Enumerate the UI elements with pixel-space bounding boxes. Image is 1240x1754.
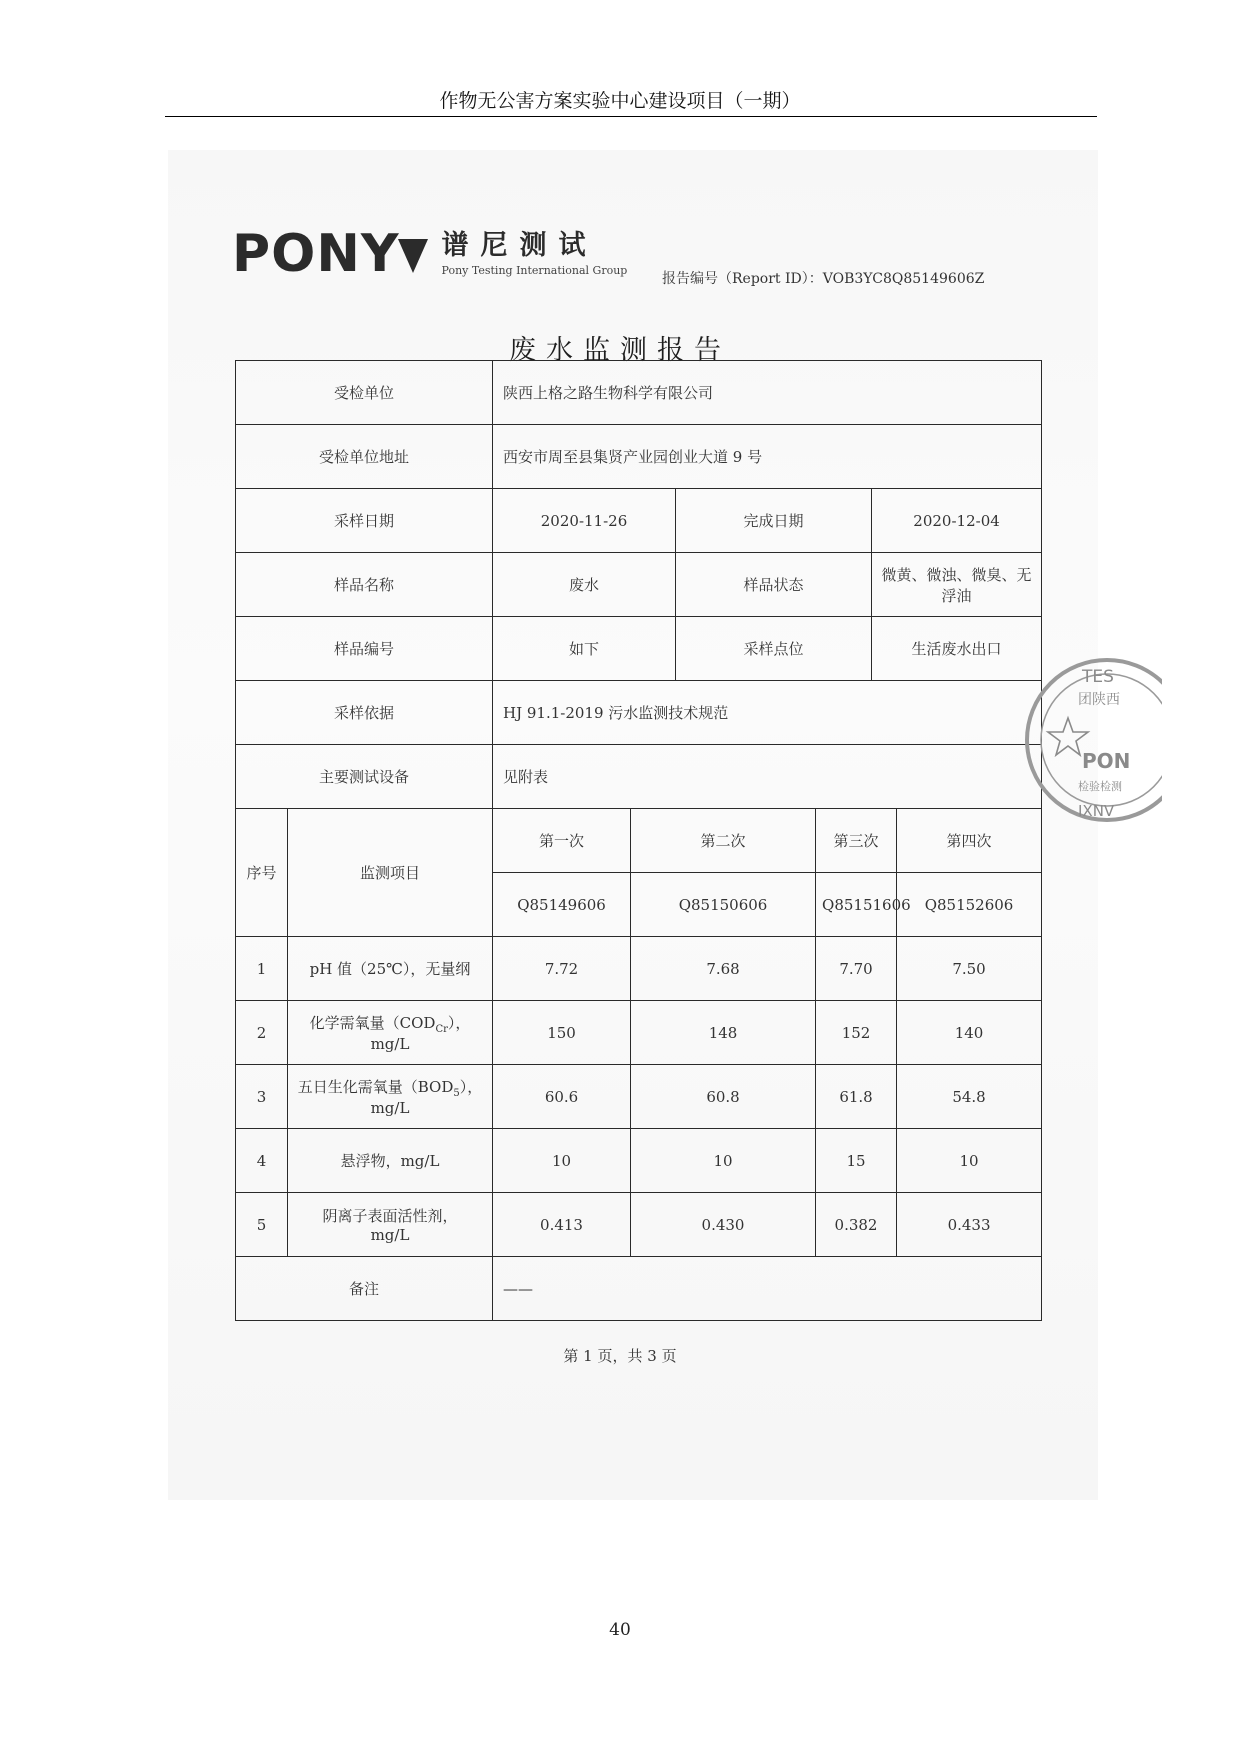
row-value: 0.413 bbox=[493, 1193, 631, 1257]
logo-triangle-icon bbox=[398, 239, 428, 273]
value-inspected-unit: 陕西上格之路生物科学有限公司 bbox=[493, 361, 1042, 425]
header-round-2: 第二次 bbox=[631, 809, 816, 873]
row-sample-name bbox=[236, 553, 1042, 617]
sample-id-3: Q85151606 bbox=[816, 873, 897, 937]
row-no: 2 bbox=[236, 1001, 288, 1065]
row-item: 悬浮物，mg/L bbox=[288, 1129, 493, 1193]
row-remarks bbox=[236, 1257, 1042, 1321]
stamp-text-mid: PON bbox=[1082, 749, 1131, 773]
row-sample-no bbox=[236, 617, 1042, 681]
row-item: 五日生化需氧量$(BOD_5)$， mg/L bbox=[288, 1065, 493, 1129]
logo-text bbox=[442, 231, 628, 277]
row-value: 61.8 bbox=[816, 1065, 897, 1129]
stamp-text-low: 检验检测 bbox=[1078, 780, 1122, 793]
report-table bbox=[235, 360, 1042, 1321]
logo-cn-name: 谱尼测试 bbox=[441, 230, 598, 262]
label-sampling-basis: 采样依据 bbox=[236, 681, 493, 745]
row-value: 10 bbox=[631, 1129, 816, 1193]
label-sample-name: 样品名称 bbox=[236, 553, 493, 617]
label-sample-state: 样品状态 bbox=[676, 553, 872, 617]
row-value: 0.430 bbox=[631, 1193, 816, 1257]
table-row bbox=[236, 1129, 1042, 1193]
page-header-title: 作物无公害方案实验中心建设项目（一期） bbox=[439, 90, 801, 112]
stamp-text-bottom: IXNV bbox=[1078, 802, 1115, 820]
value-sample-name: 废水 bbox=[493, 553, 676, 617]
value-sampling-date: 2020-11-26 bbox=[493, 489, 676, 553]
row-value: 7.72 bbox=[493, 937, 631, 1001]
value-sampling-basis: HJ 91.1-2019 污水监测技术规范 bbox=[493, 681, 1042, 745]
row-address bbox=[236, 425, 1042, 489]
row-value: 150 bbox=[493, 1001, 631, 1065]
report-title: 废水监测报告 bbox=[509, 335, 731, 366]
row-value: 7.70 bbox=[816, 937, 897, 1001]
row-value: 140 bbox=[897, 1001, 1042, 1065]
row-value: 60.8 bbox=[631, 1065, 816, 1129]
row-no: 3 bbox=[236, 1065, 288, 1129]
row-value: 7.68 bbox=[631, 937, 816, 1001]
official-seal-stamp bbox=[1012, 650, 1162, 830]
table-row bbox=[236, 1065, 1042, 1129]
value-equipment: 见附表 bbox=[493, 745, 1042, 809]
row-item: 阴离子表面活性剂， mg/L bbox=[288, 1193, 493, 1257]
report-id: 报告编号（Report ID）：VOB3YC8Q85149606Z bbox=[662, 271, 985, 287]
report-page-indicator: 第 1 页，共 3 页 bbox=[563, 1347, 677, 1365]
header-round-4: 第四次 bbox=[897, 809, 1042, 873]
value-sample-state: 微黄、微浊、微臭、无浮油 bbox=[872, 553, 1042, 617]
row-item: 化学需氧量$(COD_{Cr})$， mg/L bbox=[288, 1001, 493, 1065]
row-value: 152 bbox=[816, 1001, 897, 1065]
logo-mark: PONY bbox=[232, 224, 400, 284]
row-dates bbox=[236, 489, 1042, 553]
header-rule bbox=[165, 116, 1097, 117]
label-sampling-date: 采样日期 bbox=[236, 489, 493, 553]
row-value: 0.433 bbox=[897, 1193, 1042, 1257]
table-row bbox=[236, 1193, 1042, 1257]
sample-id-4: Q85152606 bbox=[897, 873, 1042, 937]
label-inspected-unit: 受检单位 bbox=[236, 361, 493, 425]
value-address: 西安市周至县集贤产业园创业大道 9 号 bbox=[493, 425, 1042, 489]
row-equipment bbox=[236, 745, 1042, 809]
row-value: 0.382 bbox=[816, 1193, 897, 1257]
stamp-text-ring: 团陕西 bbox=[1078, 692, 1120, 708]
page-number: 40 bbox=[609, 1620, 631, 1640]
row-no: 4 bbox=[236, 1129, 288, 1193]
logo-en-name: Pony Testing International Group bbox=[441, 263, 628, 277]
header-round-1: 第一次 bbox=[493, 809, 631, 873]
value-remarks: —— bbox=[493, 1257, 1042, 1321]
row-sampling-basis bbox=[236, 681, 1042, 745]
table-row bbox=[236, 1001, 1042, 1065]
sample-id-2: Q85150606 bbox=[631, 873, 816, 937]
label-equipment: 主要测试设备 bbox=[236, 745, 493, 809]
row-no: 1 bbox=[236, 937, 288, 1001]
label-address: 受检单位地址 bbox=[236, 425, 493, 489]
row-value: 7.50 bbox=[897, 937, 1042, 1001]
row-value: 15 bbox=[816, 1129, 897, 1193]
row-value: 148 bbox=[631, 1001, 816, 1065]
value-sample-no: 如下 bbox=[493, 617, 676, 681]
row-value: 54.8 bbox=[897, 1065, 1042, 1129]
row-inspected-unit bbox=[236, 361, 1042, 425]
label-sampling-point: 采样点位 bbox=[676, 617, 872, 681]
row-no: 5 bbox=[236, 1193, 288, 1257]
stamp-text-top: TES bbox=[1082, 667, 1114, 687]
label-remarks: 备注 bbox=[236, 1257, 493, 1321]
header-seq: 序号 bbox=[236, 809, 288, 937]
row-rounds bbox=[236, 809, 1042, 873]
pony-logo bbox=[232, 224, 628, 284]
label-completion-date: 完成日期 bbox=[676, 489, 872, 553]
label-sample-no: 样品编号 bbox=[236, 617, 493, 681]
sample-id-1: Q85149606 bbox=[493, 873, 631, 937]
value-sampling-point: 生活废水出口 bbox=[872, 617, 1042, 681]
row-value: 60.6 bbox=[493, 1065, 631, 1129]
row-value: 10 bbox=[897, 1129, 1042, 1193]
row-item: pH 值（25℃），无量纲 bbox=[288, 937, 493, 1001]
row-value: 10 bbox=[493, 1129, 631, 1193]
header-round-3: 第三次 bbox=[816, 809, 897, 873]
header-item: 监测项目 bbox=[288, 809, 493, 937]
value-completion-date: 2020-12-04 bbox=[872, 489, 1042, 553]
table-row bbox=[236, 937, 1042, 1001]
